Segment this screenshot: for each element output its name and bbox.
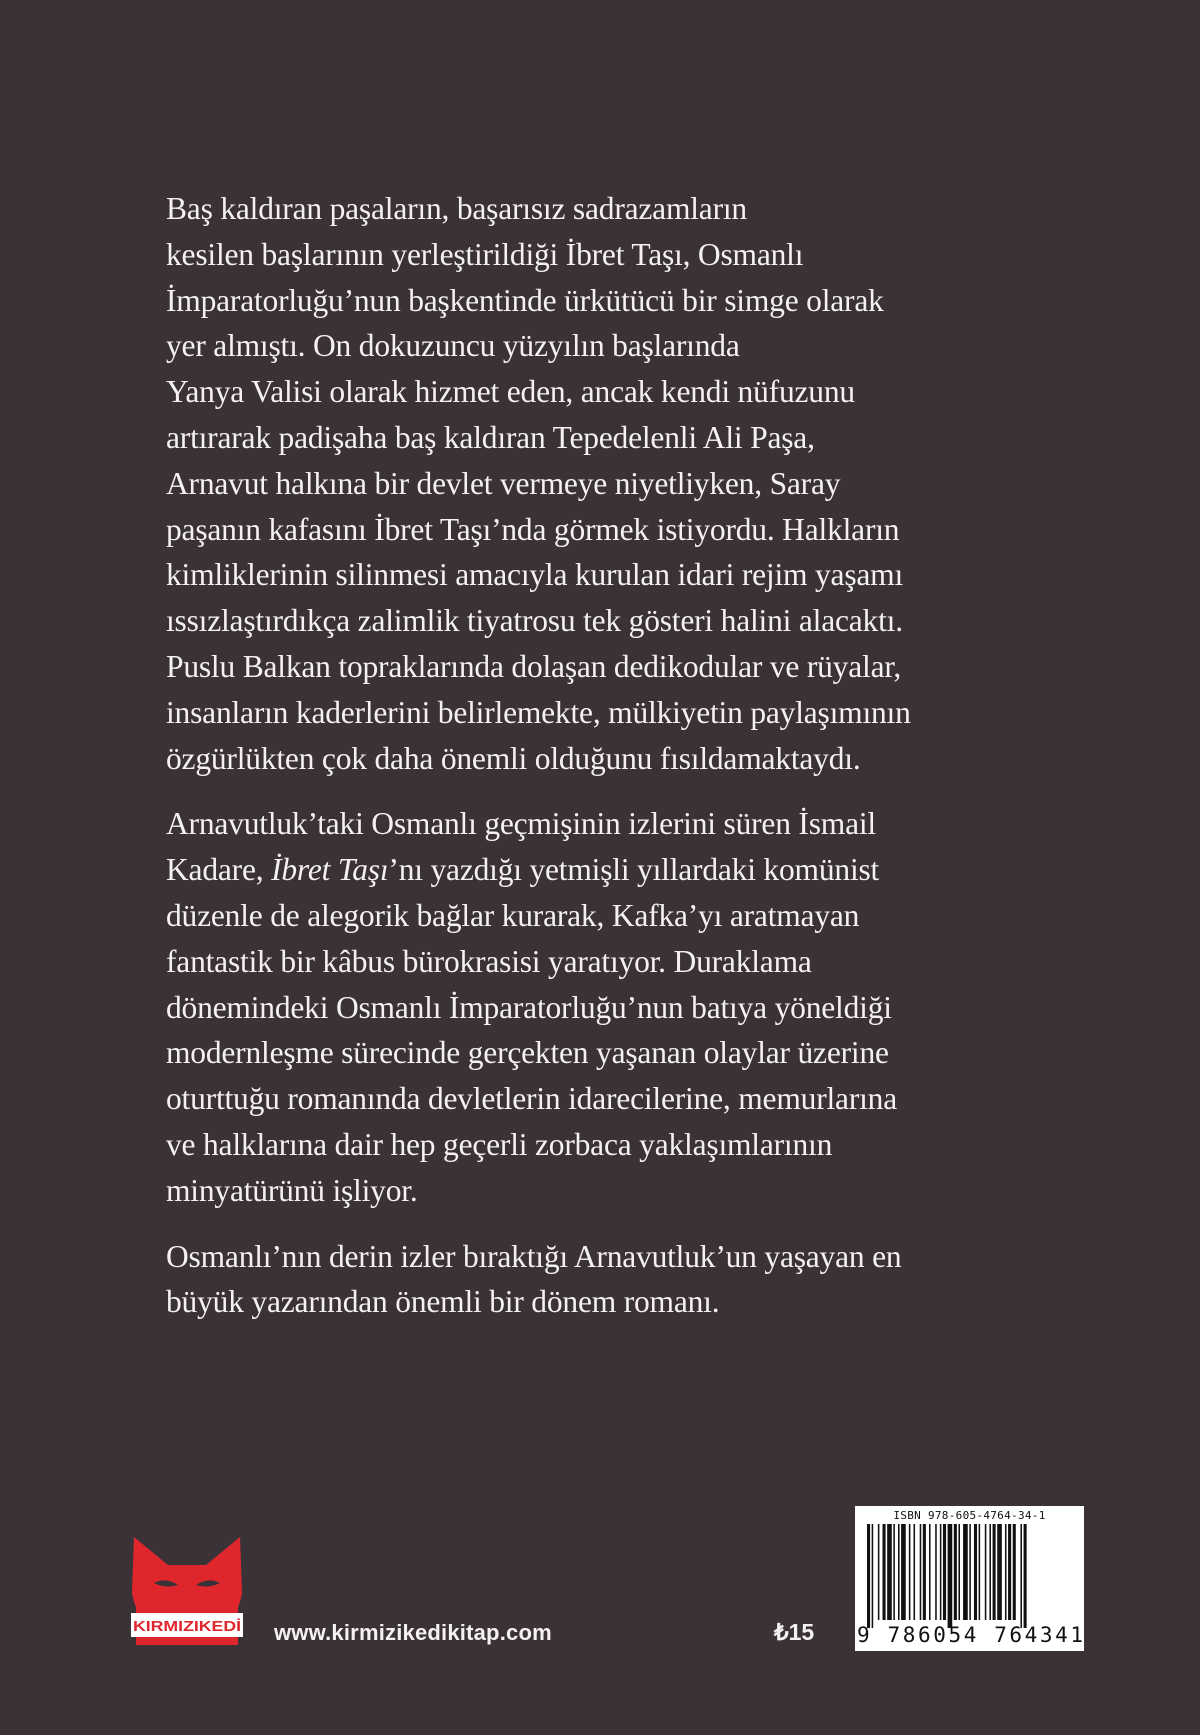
blurb-line: fantastik bir kâbus bürokrasisi yaratıyor. Duraklama xyxy=(166,943,812,979)
barcode-bar xyxy=(872,1524,874,1628)
barcode-bar xyxy=(954,1524,957,1620)
barcode-bar xyxy=(1020,1524,1022,1628)
blurb-line: Osmanlı’nın derin izler bıraktığı Arnavutluk’un yaşayan en xyxy=(166,1238,902,1274)
blurb-line: Puslu Balkan topraklarında dolaşan dedikodular ve rüyalar, xyxy=(166,648,902,684)
isbn-label: ISBN 978-605-4764-34-1 xyxy=(893,1509,1046,1522)
barcode-bars xyxy=(863,1524,1076,1628)
blurb-paragraph-1 xyxy=(166,186,1086,781)
ean-digits: 9 786054 764341 xyxy=(857,1623,1086,1647)
barcode-bar xyxy=(893,1524,895,1620)
blurb-line: ıssızlaştırdıkça zalimlik tiyatrosu tek gösteri halini alacaktı. xyxy=(166,603,903,639)
publisher-website[interactable]: www.kirmizikedikitap.com xyxy=(274,1620,552,1645)
blurb-line: kimliklerinin silinmesi amacıyla kurulan idari rejim yaşamı xyxy=(166,557,904,593)
blurb-text-run: Kadare, xyxy=(166,852,272,888)
barcode-bar xyxy=(948,1524,953,1628)
barcode-bar xyxy=(909,1524,911,1620)
blurb-paragraph-3 xyxy=(166,1234,1086,1326)
blurb-line: düzenle de alegorik bağlar kurarak, Kafka’yı aratmayan xyxy=(166,897,860,933)
barcode-bar xyxy=(898,1524,900,1620)
blurb-line: yer almıştı. On dokuzuncu yüzyılın başlarında xyxy=(166,328,740,364)
barcode-bar xyxy=(887,1524,892,1620)
blurb-line: özgürlükten çok daha önemli olduğunu fısıldamaktaydı. xyxy=(166,740,861,776)
barcode-bar xyxy=(1008,1524,1011,1620)
barcode-bar xyxy=(923,1524,926,1620)
blurb-line: büyük yazarından önemli bir dönem romanı. xyxy=(166,1284,720,1320)
blurb-line: Yanya Valisi olarak hizmet eden, ancak kendi nüfuzunu xyxy=(166,374,855,410)
book-title-italic: İbret Taşı xyxy=(271,852,389,888)
logo-wordmark: KIRMIZIKEDİ xyxy=(133,1619,222,1635)
barcode-bar xyxy=(958,1524,960,1620)
barcode-bar xyxy=(929,1524,931,1620)
blurb-line: kesilen başlarının yerleştirildiği İbret Taşı, Osmanlı xyxy=(166,236,804,272)
blurb-line: Arnavut halkına bir devlet vermeye niyetliyken, Saray xyxy=(166,465,841,501)
barcode-bar xyxy=(878,1524,880,1620)
barcode-bar xyxy=(867,1524,870,1628)
price-label: ₺15 xyxy=(774,1619,815,1645)
blurb-line: İmparatorluğu’nun başkentinde ürkütücü bir simge olarak xyxy=(166,282,884,318)
blurb-line: paşanın kafasını İbret Taşı’nda görmek istiyordu. Halkların xyxy=(166,511,900,547)
barcode-bar xyxy=(989,1524,991,1620)
blurb-text-run: ’nı yazdığı yetmişli yıllardaki komünist xyxy=(388,852,880,888)
blurb-line: insanların kaderlerini belirlemekte, mülkiyetin paylaşımının xyxy=(166,694,911,730)
blurb-line: oturttuğu romanında devletlerin idarecilerine, memurlarına xyxy=(166,1081,897,1117)
barcode-bar xyxy=(969,1524,971,1620)
blurb-line: artırarak padişaha baş kaldıran Tepedelenli Ali Paşa, xyxy=(166,419,815,455)
blurb-line: modernleşme sürecinde gerçekten yaşanan olaylar üzerine xyxy=(166,1035,889,1071)
barcode-bar xyxy=(1024,1524,1027,1628)
blurb-line: Arnavutluk’taki Osmanlı geçmişinin izlerini süren İsmail xyxy=(166,806,876,842)
blurb-text xyxy=(166,186,1086,1345)
barcode-bar xyxy=(901,1524,906,1620)
barcode-bar xyxy=(883,1524,886,1620)
barcode-bar xyxy=(1005,1524,1007,1620)
blurb-line xyxy=(166,847,1086,893)
barcode-bar xyxy=(943,1524,946,1620)
blurb-line: Baş kaldıran paşaların, başarısız sadrazamların xyxy=(166,191,747,226)
barcode-bar xyxy=(963,1524,968,1620)
blurb-line: minyatürünü işliyor. xyxy=(166,1172,418,1208)
barcode-bar xyxy=(997,1524,1002,1620)
barcode-bar xyxy=(979,1524,981,1620)
blurb-line: ve halklarına dair hep geçerli zorbaca yaklaşımlarının xyxy=(166,1126,833,1162)
barcode-bar xyxy=(935,1524,937,1620)
kirmizikedi-logo xyxy=(128,1533,246,1649)
barcode-bar xyxy=(940,1524,942,1620)
barcode-bar xyxy=(974,1524,977,1620)
barcode-bar xyxy=(993,1524,996,1620)
blurb-paragraph-2 xyxy=(166,801,1086,1213)
barcode xyxy=(855,1506,1084,1651)
barcode-bar xyxy=(920,1524,922,1620)
barcode-bar xyxy=(985,1524,987,1620)
barcode-bar xyxy=(1013,1524,1016,1620)
blurb-line: dönemindeki Osmanlı İmparatorluğu’nun batıya yöneldiği xyxy=(166,989,892,1025)
barcode-bar xyxy=(914,1524,916,1620)
